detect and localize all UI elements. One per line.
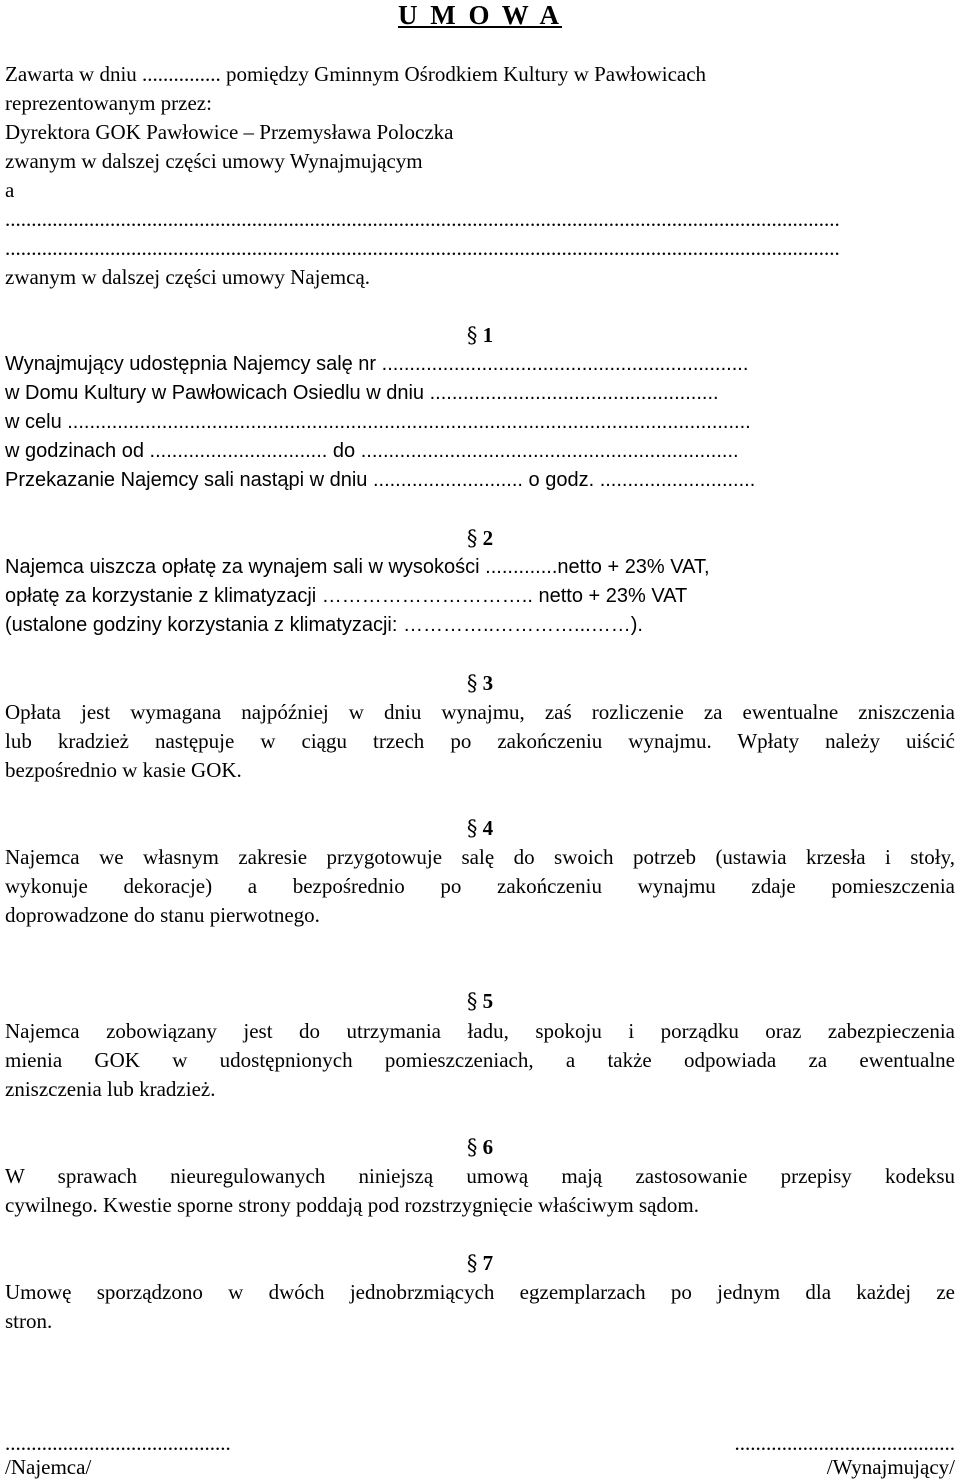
section-heading-3: § 3 [466, 671, 494, 695]
tenant-signature-label: /Najemca/ [5, 1455, 92, 1479]
s3-line-1: Opłata jest wymagana najpóźniej w dniu wynajmu, zaś rozliczenie za ewentualne zniszczenia [5, 700, 955, 724]
intro-line-landlord-alias: zwanym w dalszej części umowy Wynajmującym [5, 149, 423, 173]
intro-blank-line-1: ............................................................................................................................................................... [5, 207, 840, 231]
intro-line-date-parties: Zawarta w dniu ............... pomiędzy Gminnym Ośrodkiem Kultury w Pawłowicach [5, 62, 707, 86]
section-heading-1: § 1 [466, 323, 494, 347]
s1-line-room: Wynajmujący udostępnia Najemcy salę nr .................................................................. [5, 353, 749, 375]
s1-line-hours: w godzinach od ................................ do .................................................................... [5, 440, 739, 462]
s3-line-2: lub kradzież następuje w ciągu trzech po zakończeniu wynajmu. Wpłaty należy uiścić [5, 729, 955, 753]
landlord-signature-line: .......................................... [734, 1431, 955, 1455]
s6-line-1: W sprawach nieuregulowanych niniejszą umową mają zastosowanie przepisy kodeksu [5, 1164, 955, 1188]
s6-line-2: cywilnego. Kwestie sporne strony poddają pod rozstrzygnięcie właściwym sądom. [5, 1193, 699, 1217]
section-heading-2: § 2 [466, 526, 494, 550]
section-heading-5: § 5 [466, 989, 494, 1013]
s4-line-1: Najemca we własnym zakresie przygotowuje salę do swoich potrzeb (ustawia krzesła i stoły, [5, 845, 955, 869]
section-heading-6: § 6 [466, 1135, 494, 1159]
intro-blank-line-2: ............................................................................................................................................................... [5, 236, 840, 260]
s7-line-1: Umowę sporządzono w dwóch jednobrzmiących egzemplarzach po jednym dla każdej ze [5, 1280, 955, 1304]
s1-line-purpose: w celu ........................................................................................................................... [5, 411, 751, 433]
section-heading-4: § 4 [466, 816, 494, 840]
intro-line-and: a [5, 178, 15, 202]
intro-line-represented: reprezentowanym przez: [5, 91, 212, 115]
s1-line-venue-date: w Domu Kultury w Pawłowicach Osiedlu w dniu .................................................... [5, 382, 719, 404]
s7-line-2: stron. [5, 1309, 53, 1333]
s5-line-3: zniszczenia lub kradzież. [5, 1077, 216, 1101]
intro-line-director: Dyrektora GOK Pawłowice – Przemysława Poloczka [5, 120, 454, 144]
s5-line-2: mienia GOK w udostępnionych pomieszczeniach, a także odpowiada za ewentualne [5, 1048, 955, 1072]
section-heading-7: § 7 [466, 1251, 494, 1275]
landlord-signature-label: /Wynajmujący/ [826, 1455, 955, 1479]
s5-line-1: Najemca zobowiązany jest do utrzymania ładu, spokoju i porządku oraz zabezpieczenia [5, 1019, 955, 1043]
s2-line-fee: Najemca uiszcza opłatę za wynajem sali w wysokości .............netto + 23% VAT, [5, 556, 710, 578]
s1-line-handover: Przekazanie Najemcy sali nastąpi w dniu ........................... o godz. ............................ [5, 469, 756, 491]
s2-line-ac-fee: opłatę za korzystanie z klimatyzacji ………………………….. netto + 23% VAT [5, 585, 688, 607]
s3-line-3: bezpośrednio w kasie GOK. [5, 758, 242, 782]
s4-line-3: doprowadzone do stanu pierwotnego. [5, 903, 320, 927]
intro-line-tenant-alias: zwanym w dalszej części umowy Najemcą. [5, 265, 371, 289]
tenant-signature-line: ........................................... [5, 1431, 231, 1455]
document-title: U M O W A [397, 0, 563, 30]
s2-line-ac-hours: (ustalone godziny korzystania z klimatyzacji: …………..…………...……). [5, 614, 643, 636]
s4-line-2: wykonuje dekoracje) a bezpośrednio po zakończeniu wynajmu zdaje pomieszczenia [5, 874, 955, 898]
